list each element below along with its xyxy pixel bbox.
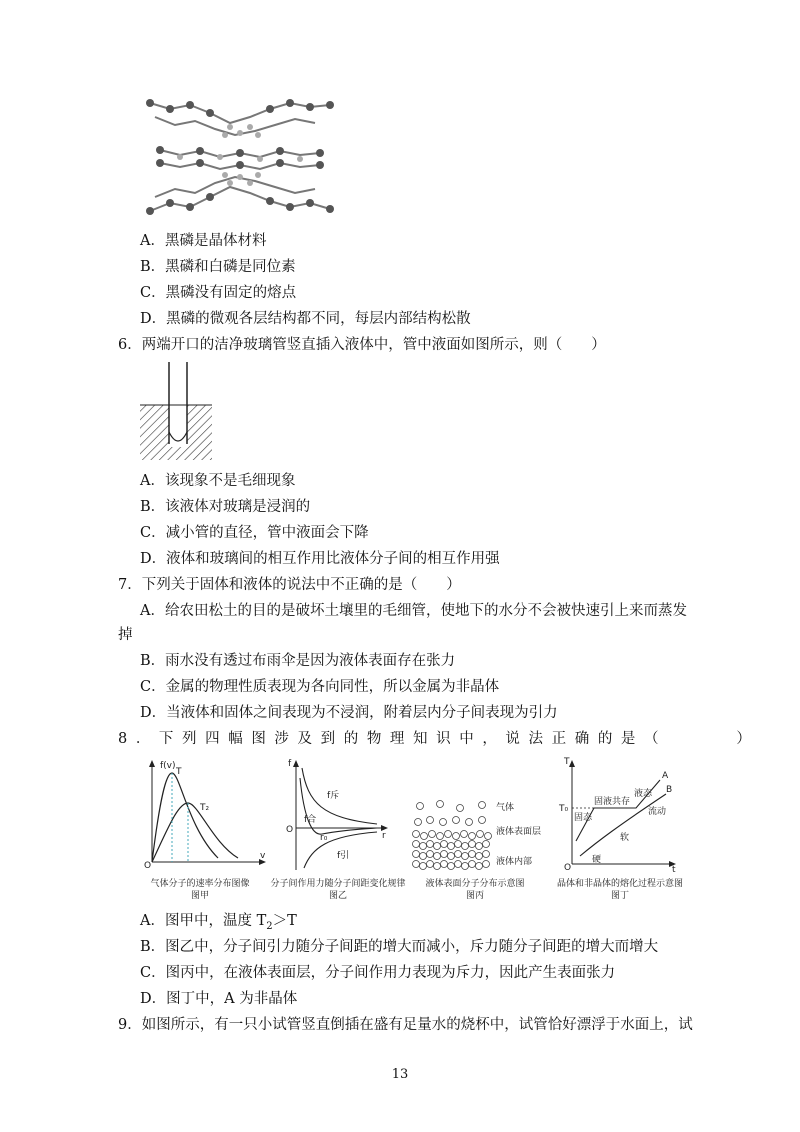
fig-yi-caption-line2: 图乙	[328, 891, 347, 901]
capillary-tube-figure	[138, 362, 214, 462]
q6-option-c: C．减小管的直径，管中液面会下降	[140, 525, 369, 541]
figure-jia-speed-distribution	[138, 758, 268, 868]
q9-stem: 9．如图所示，有一只小试管竖直倒插在盛有足量水的烧杯中，试管恰好漂浮于水面上，试	[118, 1017, 693, 1033]
fig-yi-label-r0: r₀	[320, 833, 328, 843]
fig-yi-label-net: f合	[304, 815, 317, 825]
q7-option-d: D．当液体和固体之间表现为不浸润，附着层内分子间表现为引力	[140, 705, 558, 721]
fig-bing-caption	[410, 878, 540, 902]
fig-jia-caption-line1: 气体分子的速率分布图像	[150, 879, 250, 889]
fig-ding-x-label: t	[672, 865, 676, 874]
q5-option-d: D．黑磷的微观各层结构都不同，每层内部结构松散	[140, 311, 471, 327]
figure-yi-molecular-force	[282, 758, 392, 873]
fig-yi-label-attraction: f引	[337, 851, 350, 861]
fig-jia-origin: O	[144, 861, 152, 868]
fig-bing-label-surface: 液体表面层	[496, 827, 542, 837]
fig-bing-label-interior: 液体内部	[496, 857, 533, 867]
q6-option-d: D．液体和玻璃间的相互作用比液体分子间的相互作用强	[140, 551, 500, 567]
fig-yi-caption-line1: 分子间作用力随分子间距变化规律	[270, 879, 406, 889]
q5-option-c: C．黑磷没有固定的熔点	[140, 285, 297, 301]
fig-yi-caption	[268, 878, 408, 902]
q8-option-a	[140, 911, 297, 937]
q8-option-b: B．图乙中，分子间引力随分子间距的增大而减小，斥力随分子间距的增大而增大	[140, 939, 659, 955]
fig-bing-caption-line2: 图丙	[465, 891, 484, 901]
fig-ding-origin: O	[564, 863, 572, 873]
q6-stem: 6．两端开口的洁净玻璃管竖直插入液体中，管中液面如图所示，则（ ）	[118, 337, 606, 353]
q7-stem: 7．下列关于固体和液体的说法中不正确的是（ ）	[118, 577, 461, 593]
fig-ding-curve-a: A	[662, 771, 669, 781]
fig-jia-x-label: v	[260, 851, 266, 861]
fig-ding-curve-b: B	[666, 785, 673, 795]
fig-yi-x-label: r	[382, 831, 386, 841]
q5-option-b: B．黑磷和白磷是同位素	[140, 259, 296, 275]
fig-ding-label-flow: 流动	[648, 807, 667, 817]
q7-option-b: B．雨水没有透过布雨伞是因为液体表面存在张力	[140, 653, 456, 669]
fig-yi-origin: O	[286, 825, 294, 835]
q8-option-a-prefix: A．图甲中，温度 T	[140, 913, 267, 929]
fig-yi-y-label: f	[288, 759, 292, 769]
fig-ding-caption-line1: 晶体和非晶体的熔化过程示意图	[556, 879, 683, 889]
q7-option-a-line2: 掉	[118, 627, 133, 643]
q8-option-d: D．图丁中，A 为非晶体	[140, 991, 298, 1007]
q6-option-b: B．该液体对玻璃是浸润的	[140, 499, 311, 515]
figure-ding-melting-curves	[558, 756, 683, 874]
fig-ding-label-solid: 固态	[574, 813, 593, 823]
fig-jia-y-label: f(v)	[160, 761, 176, 771]
figure-bing-surface-molecules	[410, 800, 550, 872]
fig-ding-label-liquid: 液态	[634, 789, 653, 799]
fig-ding-caption-line2: 图丁	[610, 891, 629, 901]
fig-ding-y-label: T	[564, 757, 570, 767]
q7-option-c: C．金属的物理性质表现为各向同性，所以金属为非晶体	[140, 679, 500, 695]
black-phosphorus-structure-image	[140, 95, 335, 220]
fig-jia-caption-line2: 图甲	[190, 891, 209, 901]
q5-option-a: A．黑磷是晶体材料	[140, 233, 267, 249]
q8-option-a-subscript: 2	[266, 920, 273, 932]
fig-yi-label-repulsion: f斥	[327, 791, 340, 801]
q8-stem: 8．下列四幅图涉及到的物理知识中，说法正确的是（ ）	[118, 731, 760, 747]
q8-option-a-suffix: ＞T	[272, 913, 297, 929]
fig-ding-label-soft: 软	[620, 833, 630, 843]
fig-ding-label-coexist: 固液共存	[594, 797, 631, 807]
fig-jia-curve2-label: T₂	[200, 803, 210, 813]
fig-bing-label-gas: 气体	[496, 803, 515, 813]
fig-ding-t0: T₀	[559, 804, 569, 814]
q6-option-a: A．该现象不是毛细现象	[140, 473, 296, 489]
fig-jia-caption	[130, 878, 270, 902]
fig-ding-label-hard: 硬	[592, 855, 602, 865]
page-number: 13	[391, 1067, 409, 1082]
fig-bing-caption-line1: 液体表面分子分布示意图	[425, 879, 525, 889]
fig-ding-caption	[545, 878, 695, 902]
fig-jia-curve1-label: T	[176, 767, 182, 777]
q8-option-c: C．图丙中，在液体表面层，分子间作用力表现为斥力，因此产生表面张力	[140, 965, 616, 981]
q7-option-a-line1: A．给农田松土的目的是破坏土壤里的毛细管，使地下的水分不会被快速引上来而蒸发	[140, 603, 687, 619]
